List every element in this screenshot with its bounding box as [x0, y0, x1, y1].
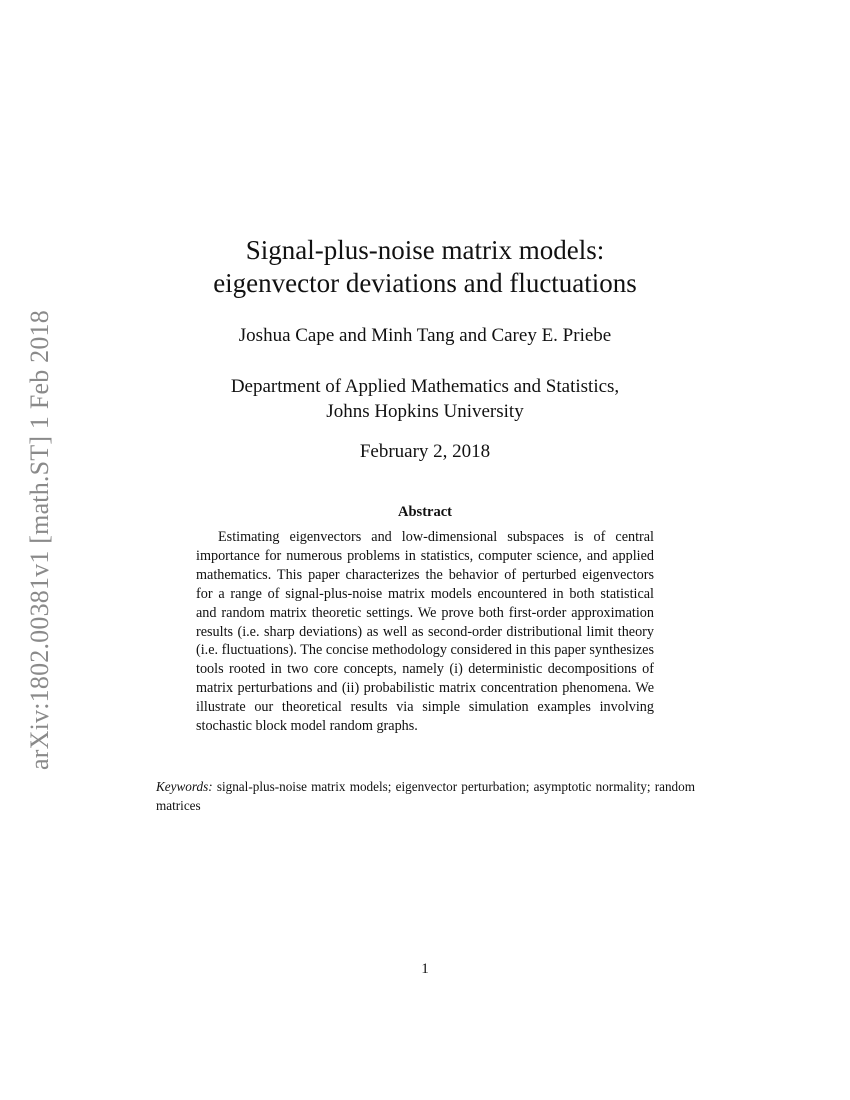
title-line-2: eigenvector deviations and fluctuations	[213, 268, 637, 298]
arxiv-identifier-stamp: arXiv:1802.00381v1 [math.ST] 1 Feb 2018	[25, 310, 54, 770]
author-list: Joshua Cape and Minh Tang and Carey E. Priebe	[238, 325, 612, 346]
affiliation-department: Department of Applied Mathematics and Statistics,	[230, 376, 620, 397]
keywords-label: Keywords:	[156, 779, 213, 794]
page-number: 1	[421, 961, 429, 977]
keywords	[156, 777, 695, 815]
affiliation-university: Johns Hopkins University	[326, 401, 524, 422]
paper-title	[0, 234, 850, 300]
title-line-1: Signal-plus-noise matrix models:	[245, 235, 605, 265]
affiliation	[0, 374, 850, 424]
publication-date: February 2, 2018	[359, 441, 491, 462]
abstract-heading: Abstract	[398, 504, 452, 520]
abstract-body: Estimating eigenvectors and low-dimensional subspaces is of central importance for numerous problems in statistics, computer science, and applied mathematics. This paper characterizes the behavior of perturbed eigenvectors for a range of signal-plus-noise matrix models encountered in both statistical and random matrix theoretic settings. We prove both first-order approximation results (i.e. sharp deviations) as well as second-order distributional limit theory (i.e. fluctuations). The concise methodology considered in this paper synthesizes tools rooted in two core concepts, namely (i) deterministic decompositions of matrix perturbations and (ii) probabilistic matrix concentration phenomena. We illustrate our theoretical results via simple simulation examples involving stochastic block model random graphs.	[196, 529, 654, 735]
keywords-text: signal-plus-noise matrix models; eigenvector perturbation; asymptotic normality; random matrices	[156, 779, 696, 813]
